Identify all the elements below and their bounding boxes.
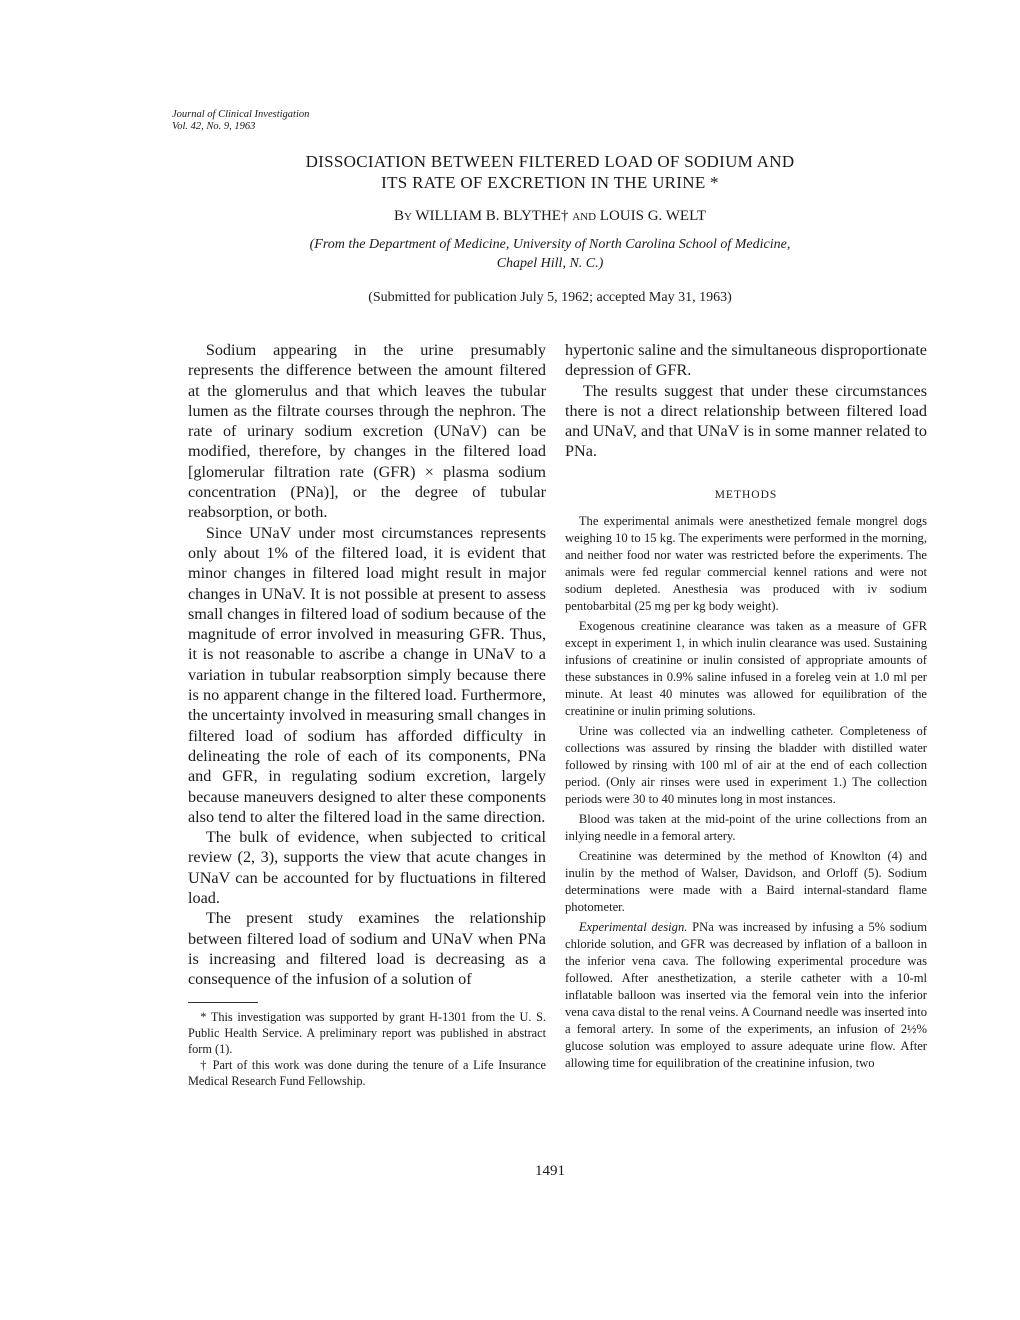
byline-by: By	[393, 208, 412, 224]
experimental-design-label: Experimental design.	[578, 919, 688, 934]
footnote-2: † Part of this work was done during the tenure of a Life Insurance Medical Research Fund Fellowship.	[188, 1057, 546, 1088]
methods-heading: METHODS	[714, 488, 778, 501]
footnote-divider	[188, 1002, 258, 1003]
byline-and: and	[572, 208, 597, 224]
author-1: WILLIAM B. BLYTHE	[415, 208, 561, 224]
methods-paragraph-1: The experimental animals were anesthetized female mongrel dogs weighing 10 to 15 kg. The experiments were performed in the morning, and neither food nor water was restricted before the experiments. The animals were fed regular commercial kennel rations and were not sodium depleted. Anesthesia was produced with iv sodium pentobarbital (25 mg per kg body weight).	[565, 513, 927, 613]
affiliation	[140, 235, 960, 273]
submission-dates: (Submitted for publication July 5, 1962; accepted May 31, 1963)	[368, 290, 732, 305]
byline	[140, 208, 960, 225]
methods-paragraph-2: Exogenous creatinine clearance was taken as a measure of GFR except in experiment 1, in which inulin clearance was used. Sustaining infusions of creatinine or inulin consisted of appropriate amounts of these substances in 0.9% saline infused in a foreleg vein at 1.0 ml per minute. At least 40 minutes was allowed for equilibration of the creatinine or inulin priming solutions.	[565, 618, 927, 718]
journal-header	[172, 109, 309, 133]
affiliation-line-2: Chapel Hill, N. C.)	[496, 256, 604, 271]
methods-paragraph-5: Creatinine was determined by the method of Knowlton (4) and inulin by the method of Walser, Davidson, and Orloff (5). Sodium determinations were made with a Baird internal-standard flame photometer.	[565, 848, 927, 914]
article-title	[140, 151, 960, 193]
experimental-design-text: PNa was increased by infusing a 5% sodium chloride solution, and GFR was decreased by inflation of a balloon in the inferior vena cava. The following experimental procedure was followed. After anesthetization, a sterile catheter with a 10-ml inflatable balloon was inserted via the femoral vein into the inferior vena cava distal to the renal veins. A Cournand needle was inserted into a femoral artery. In some of the experiments, an infusion of 2½% glucose solution was employed to assure adequate urine flow. After allowing time for equilibration of the creatinine infusion, two	[565, 919, 928, 1070]
affiliation-line-1: (From the Department of Medicine, University of North Carolina School of Medicine,	[309, 237, 791, 252]
methods-paragraph-4: Blood was taken at the mid-point of the urine collections from an inlying needle in a femoral artery.	[565, 811, 927, 843]
author-2: LOUIS G. WELT	[599, 208, 707, 224]
results-summary: The results suggest that under these circumstances there is not a direct relationship between filtered load and UNaV, and that UNaV is in some manner related to PNa.	[565, 381, 927, 461]
title-line-2: ITS RATE OF EXCRETION IN THE URINE *	[381, 173, 719, 192]
methods-section	[565, 513, 927, 1072]
intro-paragraph-3: The bulk of evidence, when subjected to critical review (2, 3), supports the view that acute changes in UNaV can be accounted for by fluctuations in filtered load.	[188, 828, 546, 908]
footnote-1: * This investigation was supported by grant H-1301 from the U. S. Public Health Service. A preliminary report was published in abstract form (1).	[188, 1009, 546, 1056]
left-column	[188, 340, 546, 1089]
author-1-footnote-mark: †	[560, 208, 569, 224]
title-line-1: DISSOCIATION BETWEEN FILTERED LOAD OF SODIUM AND	[305, 152, 795, 171]
journal-name: Journal of Clinical Investigation	[172, 109, 310, 120]
intro-paragraph-2: Since UNaV under most circumstances represents only about 1% of the filtered load, it is evident that minor changes in filtered load might result in major changes in UNaV. It is not possible at present to assess small changes in filtered load of sodium because of the magnitude of error involved in measuring GFR. Thus, it is not reasonable to ascribe a change in UNaV to a variation in tubular reabsorption simply because there is no apparent change in the filtered load. Furthermore, the uncertainty involved in measuring small changes in filtered load of sodium has afforded difficulty in delineating the role of each of its components, PNa and GFR, in regulating sodium excretion, largely because maneuvers designed to alter these components also tend to alter the filtered load in the same direction.	[188, 523, 546, 826]
intro-continuation: hypertonic saline and the simultaneous disproportionate depression of GFR.	[565, 341, 927, 380]
intro-paragraph-1: Sodium appearing in the urine presumably represents the difference between the amount filtered at the glomerulus and that which leaves the tubular lumen as the filtrate courses through the nephron. The rate of urinary sodium excretion (UNaV) can be modified, therefore, by changes in the filtered load [glomerular filtration rate (GFR) × plasma sodium concentration (PNa)], or the degree of tubular reabsorption, or both.	[188, 341, 546, 522]
methods-paragraph-6	[565, 919, 927, 1072]
right-column	[565, 340, 927, 1075]
intro-paragraph-4: The present study examines the relationship between filtered load of sodium and UNaV when PNa is increasing and filtered load is decreasing as a consequence of the infusion of a solution of	[188, 909, 546, 989]
methods-paragraph-3: Urine was collected via an indwelling catheter. Completeness of collections was assured by rinsing the bladder with distilled water followed by rinsing with 100 ml of air at the end of each collection period. (Only air rinses were used in experiment 1.) The collection periods were 30 to 40 minutes long in most instances.	[565, 723, 927, 806]
page-number: 1491	[535, 1163, 565, 1179]
footnotes	[188, 1009, 546, 1089]
journal-volume: Vol. 42, No. 9, 1963	[172, 121, 256, 132]
